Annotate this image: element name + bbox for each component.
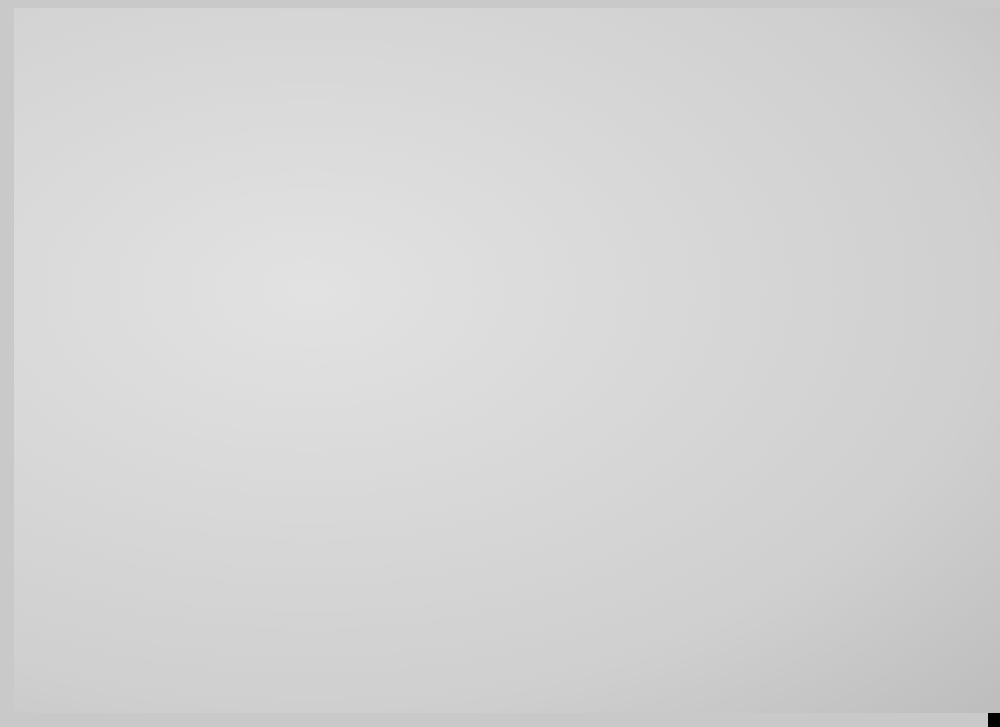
copyright-notice: [988, 713, 1000, 727]
